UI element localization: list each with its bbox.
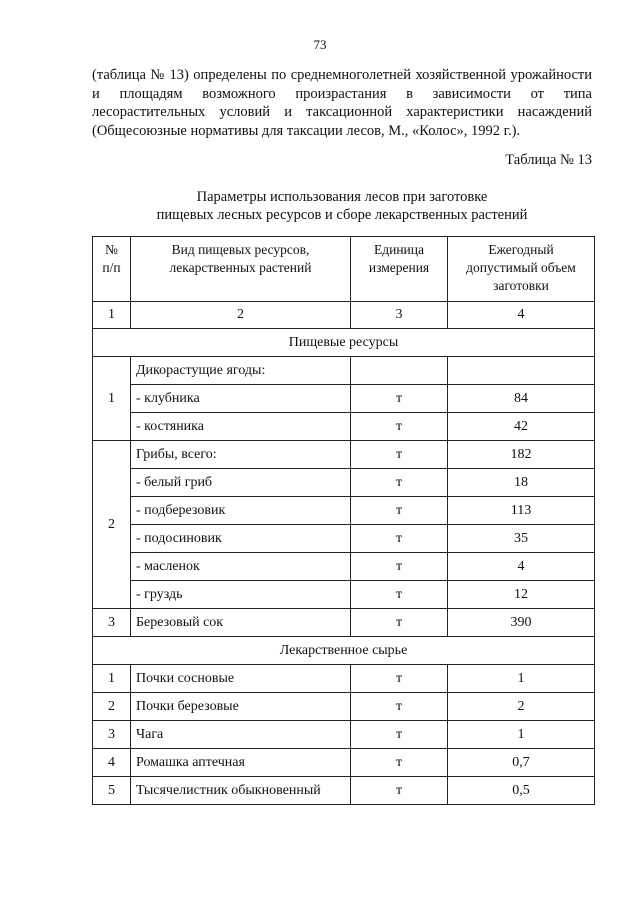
row-name: - подберезовик [131,497,351,525]
column-number: 2 [131,302,351,329]
row-unit: т [351,665,448,693]
section-row-food [93,329,595,357]
table-row [93,497,595,525]
table-row [93,609,595,637]
row-name: - масленок [131,553,351,581]
table-row [93,553,595,581]
row-unit: т [351,469,448,497]
section-title-food: Пищевые ресурсы [93,329,595,357]
row-unit: т [351,385,448,413]
row-name: - подосиновик [131,525,351,553]
row-volume: 113 [448,497,595,525]
header-name: Вид пищевых ресурсов, лекарственных растений [131,237,351,302]
table-row [93,777,595,805]
row-unit: т [351,721,448,749]
row-unit: т [351,497,448,525]
row-unit: т [351,441,448,469]
row-volume: 84 [448,385,595,413]
row-num: 1 [93,665,131,693]
row-name: Ромашка аптечная [131,749,351,777]
row-volume: 390 [448,609,595,637]
table-row [93,665,595,693]
row-volume: 182 [448,441,595,469]
row-name: Чага [131,721,351,749]
row-volume: 2 [448,693,595,721]
row-name: - костяника [131,413,351,441]
row-name: - белый гриб [131,469,351,497]
table-row [93,413,595,441]
caption-line-2: пищевых лесных ресурсов и сборе лекарственных растений [156,207,528,223]
page-number: 73 [313,37,327,52]
row-num: 5 [93,777,131,805]
header-row [93,237,595,302]
row-unit [351,357,448,385]
table-label: Таблица № 13 [505,152,592,168]
row-volume: 12 [448,581,595,609]
row-num: 2 [93,693,131,721]
table-row [93,385,595,413]
section-row-medicinal [93,637,595,665]
row-name: Грибы, всего: [131,441,351,469]
row-volume: 1 [448,721,595,749]
intro-paragraph: (таблица № 13) определены по среднемноголетней хозяйственной урожайности и площадям возможного произрастания в зависимости от типа лесорастительных условий и таксационной характеристики насаждений (Общесоюзные нормативы для таксации лесов, М., «Колос», 1992 г.). [92,67,592,139]
column-number: 4 [448,302,595,329]
row-unit: т [351,609,448,637]
row-name: Тысячелистник обыкновенный [131,777,351,805]
header-unit: Единица измерения [351,237,448,302]
row-name: Дикорастущие ягоды: [131,357,351,385]
row-name: Почки сосновые [131,665,351,693]
row-volume: 1 [448,665,595,693]
header-num: № п/п [93,237,131,302]
row-volume: 0,7 [448,749,595,777]
table-row [93,357,595,385]
table-row [93,581,595,609]
row-name: - клубника [131,385,351,413]
section-title-medicinal: Лекарственное сырье [93,637,595,665]
row-num: 2 [93,441,131,609]
row-volume: 35 [448,525,595,553]
row-num: 4 [93,749,131,777]
row-volume: 42 [448,413,595,441]
row-unit: т [351,553,448,581]
row-unit: т [351,693,448,721]
table-row [93,721,595,749]
table-row [93,441,595,469]
table-row [93,693,595,721]
row-unit: т [351,413,448,441]
table-row [93,749,595,777]
row-num: 1 [93,357,131,441]
table-caption [92,188,592,224]
table-row [93,469,595,497]
row-volume: 4 [448,553,595,581]
row-volume: 18 [448,469,595,497]
row-volume [448,357,595,385]
row-unit: т [351,777,448,805]
column-number: 3 [351,302,448,329]
row-name: - груздь [131,581,351,609]
column-number: 1 [93,302,131,329]
parameters-table [92,236,595,805]
caption-line-1: Параметры использования лесов при заготовке [196,189,488,205]
row-volume: 0,5 [448,777,595,805]
table-row [93,525,595,553]
header-volume: Ежегодный допустимый объем заготовки [448,237,595,302]
row-num: 3 [93,721,131,749]
row-unit: т [351,525,448,553]
row-unit: т [351,581,448,609]
row-name: Березовый сок [131,609,351,637]
row-name: Почки березовые [131,693,351,721]
row-num: 3 [93,609,131,637]
row-unit: т [351,749,448,777]
column-numbers-row [93,302,595,329]
